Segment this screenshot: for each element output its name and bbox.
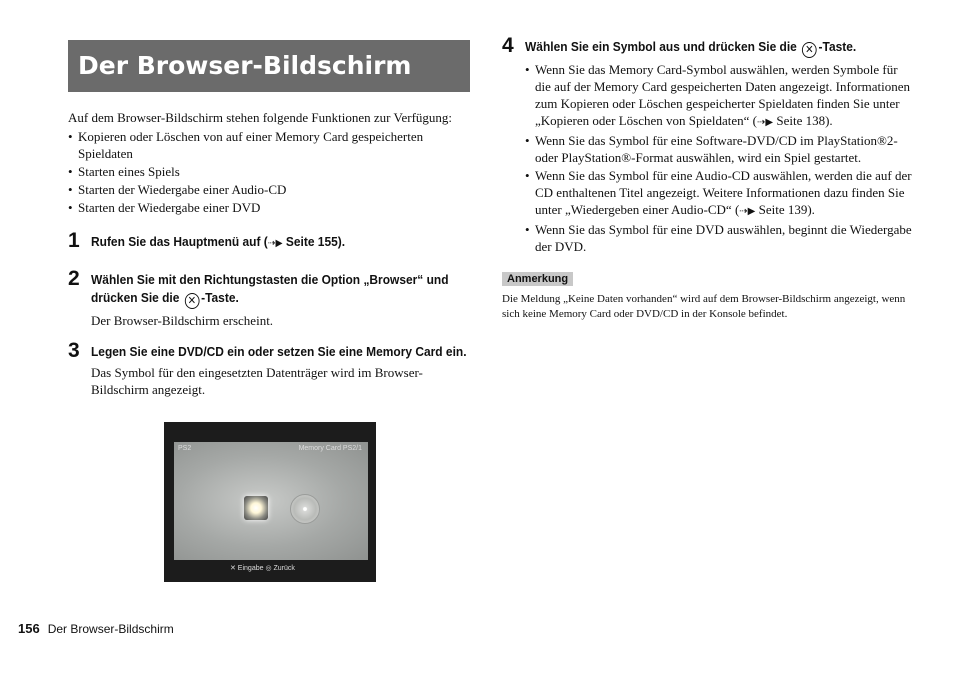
list-item: • Wenn Sie das Symbol für eine Audio-CD auswählen, werden die auf der CD enthaltenen Titel angezeigt. Weitere Informationen dazu finden Sie unter „Wiedergeben einer Audio-CD“ (⇢▶ Seite 139).	[525, 167, 912, 220]
list-item: • Wenn Sie das Memory Card-Symbol auswählen, werden Symbole für die auf der Memory Card gespeicherten Daten angezeigt. Informationen zum Kopieren oder Löschen gespeicherter Spieldaten finden Sie unter „Kopieren oder Löschen von Spieldaten“ (⇢▶ Seite 138).	[525, 61, 912, 131]
cross-button-icon: ✕	[185, 293, 200, 309]
page-ref-arrow-icon: ⇢▶	[739, 206, 756, 217]
step-heading: Wählen Sie mit den Richtungstasten die Option „Browser“ und drücken Sie die ✕ -Taste.	[91, 272, 449, 307]
step-text: Das Symbol für den eingesetzten Datenträger wird im Browser-Bildschirm angezeigt.	[91, 365, 423, 397]
list-item: • Wenn Sie das Symbol für eine DVD auswählen, beginnt die Wiedergabe der DVD.	[525, 221, 912, 255]
page-title: Der Browser-Bildschirm	[68, 40, 470, 92]
list-item: • Kopieren oder Löschen von auf einer Memory Card gespeicherten Spieldaten	[68, 128, 473, 162]
step-heading: Rufen Sie das Hauptmenü auf (⇢▶ Seite 155).	[91, 234, 346, 249]
cross-button-icon: ✕	[802, 42, 817, 58]
page-ref-arrow-icon: ⇢▶	[757, 117, 774, 128]
screenshot-panel	[174, 442, 368, 560]
page-number: 156	[18, 621, 40, 636]
intro-text: Auf dem Browser-Bildschirm stehen folgende Funktionen zur Verfügung:	[68, 110, 453, 125]
step-heading: Wählen Sie ein Symbol aus und drücken Sie die ✕ -Taste.	[525, 39, 857, 56]
list-item: • Starten der Wiedergabe einer DVD	[68, 199, 473, 216]
list-item: • Starten eines Spiels	[68, 163, 473, 180]
dvd-cd-icon	[244, 496, 268, 520]
step-heading: Legen Sie eine DVD/CD ein oder setzen Sie eine Memory Card ein.	[91, 344, 467, 359]
note-text: Die Meldung „Keine Daten vorhanden“ wird auf dem Browser-Bildschirm angezeigt, wenn sich keine Memory Card oder DVD/CD in der Konsole befindet.	[502, 293, 906, 320]
step-2	[68, 267, 473, 329]
step-3	[68, 339, 473, 398]
step-text: Der Browser-Bildschirm erscheint.	[91, 313, 274, 328]
footer-section: Der Browser-Bildschirm	[47, 622, 174, 636]
step-number: 2	[68, 267, 80, 290]
step-number: 3	[68, 339, 80, 362]
step-number: 4	[502, 34, 514, 57]
function-list	[68, 128, 473, 216]
step4-list	[525, 61, 912, 255]
step-number: 1	[68, 229, 80, 252]
memory-card-disc-icon	[290, 494, 320, 524]
list-item: • Wenn Sie das Symbol für eine Software-DVD/CD im PlayStation®2- oder PlayStation®-Format auswählen, wird ein Spiel gestartet.	[525, 132, 912, 166]
screenshot-label-right: Memory Card PS2/1	[298, 445, 362, 452]
page-ref-arrow-icon: ⇢▶	[267, 238, 283, 249]
note-label: Anmerkung	[502, 272, 573, 286]
left-column	[68, 109, 473, 398]
step-4	[502, 34, 912, 255]
screenshot-label-left: PS2	[178, 445, 192, 452]
right-column	[502, 36, 912, 322]
browser-screenshot	[164, 422, 376, 582]
step-1	[68, 229, 473, 253]
page-footer	[18, 621, 174, 636]
list-item: • Starten der Wiedergabe einer Audio-CD	[68, 181, 473, 198]
screenshot-controls-hint: ✕ Eingabe ◎ Zurück	[230, 565, 295, 572]
